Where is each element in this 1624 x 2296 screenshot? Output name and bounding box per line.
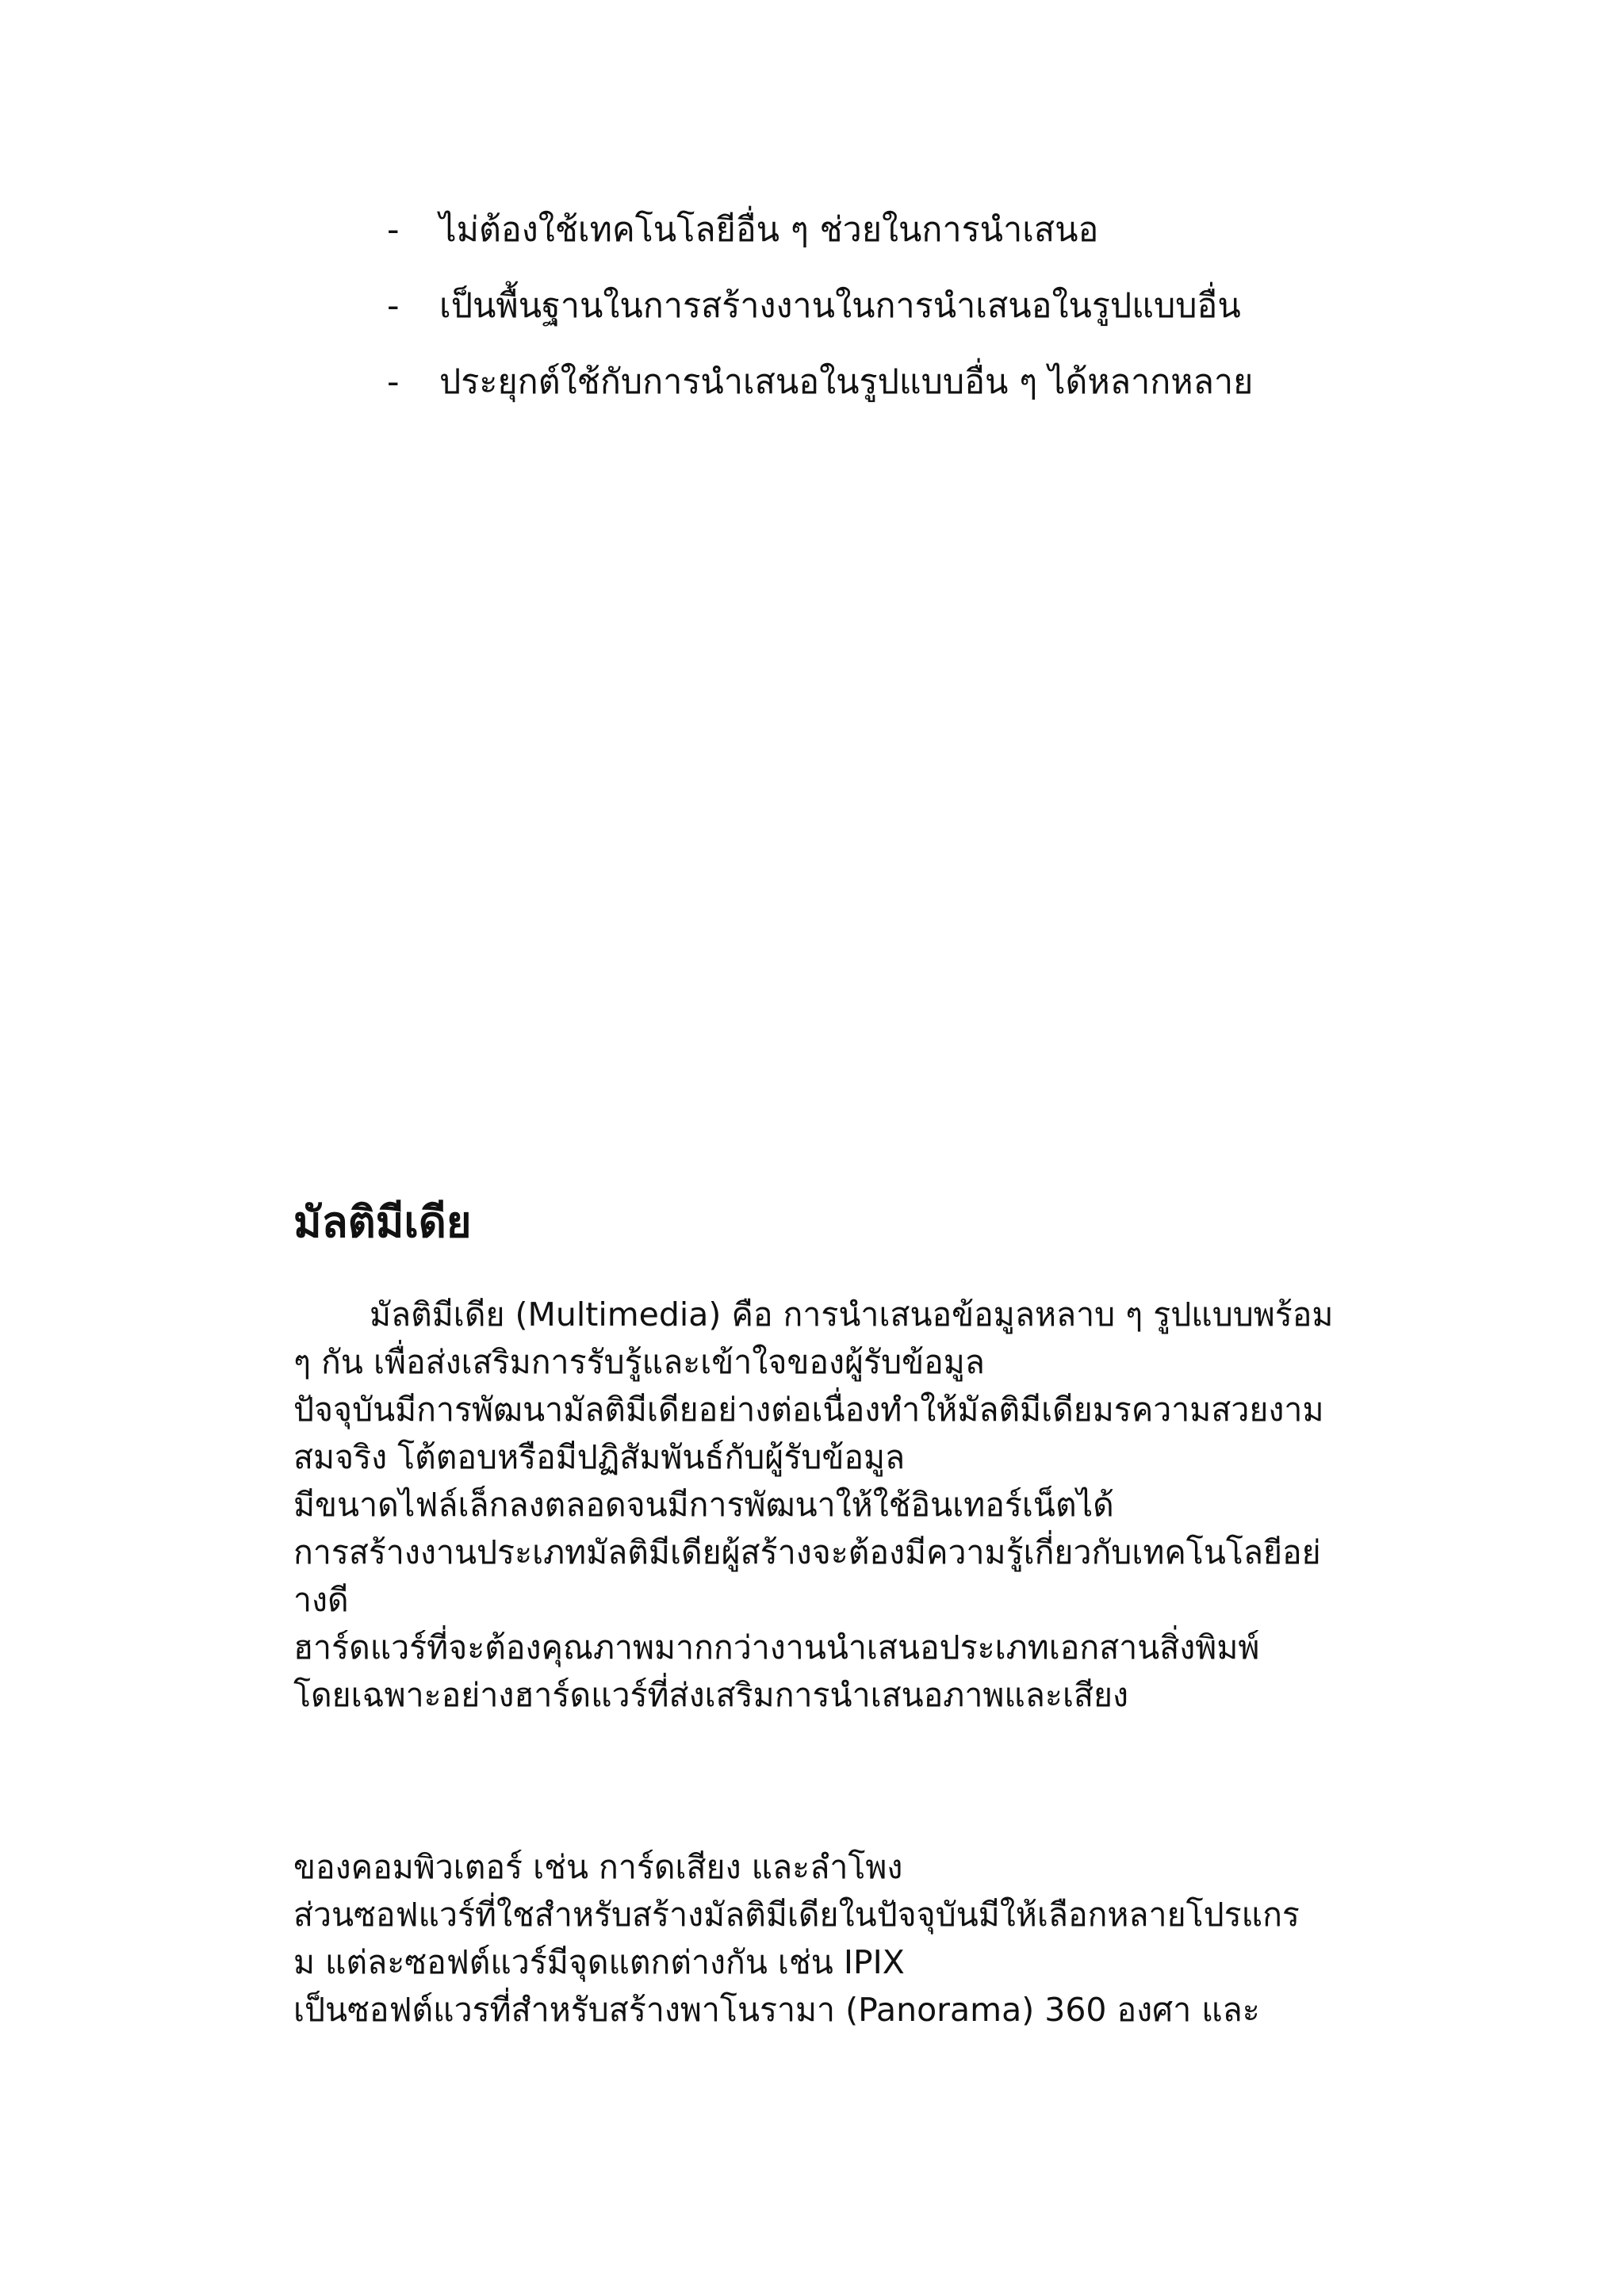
paragraph-line: ของคอมพิวเตอร์ เช่น การ์ดเสียง และลำโพง (293, 1848, 903, 1886)
bullet-dash: - (387, 286, 400, 326)
bullet-item (387, 192, 1418, 268)
bullet-item (387, 344, 1418, 420)
bullet-dash: - (387, 210, 400, 250)
section-heading: มัลติมีเดีย (293, 1197, 472, 1247)
paragraph-line: ม แต่ละซอฟต์แวร์มีจุดแตกต่างกัน เช่น IPIX (293, 1943, 905, 1981)
bullet-text: เป็นพื้นฐานในการสร้างงานในการนำเสนอในรูปแบบอื่น (439, 286, 1241, 326)
paragraph-line: โดยเฉพาะอย่างฮาร์ดแวร์ที่ส่งเสริมการนำเสนอภาพและเสียง (293, 1676, 1129, 1714)
paragraph-line: เป็นซอฟต์แวรที่สำหรับสร้างพาโนรามา (Panorama) 360 องศา และ (293, 1991, 1260, 2029)
bullet-list (387, 192, 1418, 420)
bullet-item (387, 268, 1418, 344)
paragraph-line: ๆ กัน เพื่อส่งเสริมการรับรู้และเข้าใจของผู้รับข้อมูล (293, 1343, 985, 1381)
bullet-text: ไม่ต้องใช้เทคโนโลยีอื่น ๆ ช่วยในการนำเสนอ (439, 210, 1099, 250)
paragraph-line: างดี (293, 1581, 349, 1619)
paragraph-line: มีขนาดไฟล์เล็กลงตลอดจนมีการพัฒนาให้ใช้อินเทอร์เน็ตได้ (293, 1486, 1114, 1524)
paragraph-line: ปัจจุบันมีการพัฒนามัลติมีเดียอย่างต่อเนื่องทำให้มัลติมีเดียมรความสวยงาม (293, 1391, 1324, 1429)
paragraph-block-a (293, 1291, 1443, 1719)
bullet-dash: - (387, 362, 400, 402)
paragraph-block-b (293, 1843, 1443, 2034)
paragraph-line: ฮาร์ดแวร์ที่จะต้องคุณภาพมากกว่างานนำเสนอประเภทเอกสานสิ่งพิมพ์ (293, 1628, 1260, 1667)
paragraph-line: การสร้างงานประเภทมัลติมีเดียผู้สร้างจะต้องมีความรู้เกี่ยวกับเทคโนโลยีอย่ (293, 1533, 1321, 1571)
paragraph-line: มัลติมีเดีย (Multimedia) คือ การนำเสนอข้อมูลหลาบ ๆ รูปแบบพร้อม (370, 1295, 1334, 1334)
bullet-text: ประยุกต์ใช้กับการนำเสนอในรูปแบบอื่น ๆ ได้หลากหลาย (439, 362, 1254, 402)
paragraph-line: สมจริง โต้ตอบหรือมีปฏิสัมพันธ์กับผู้รับข้อมูล (293, 1438, 906, 1476)
paragraph-line: ส่วนซอฟแวร์ที่ใชสำหรับสร้างมัลติมีเดียในปัจจุบันมีให้เลือกหลายโปรแกร (293, 1896, 1300, 1934)
